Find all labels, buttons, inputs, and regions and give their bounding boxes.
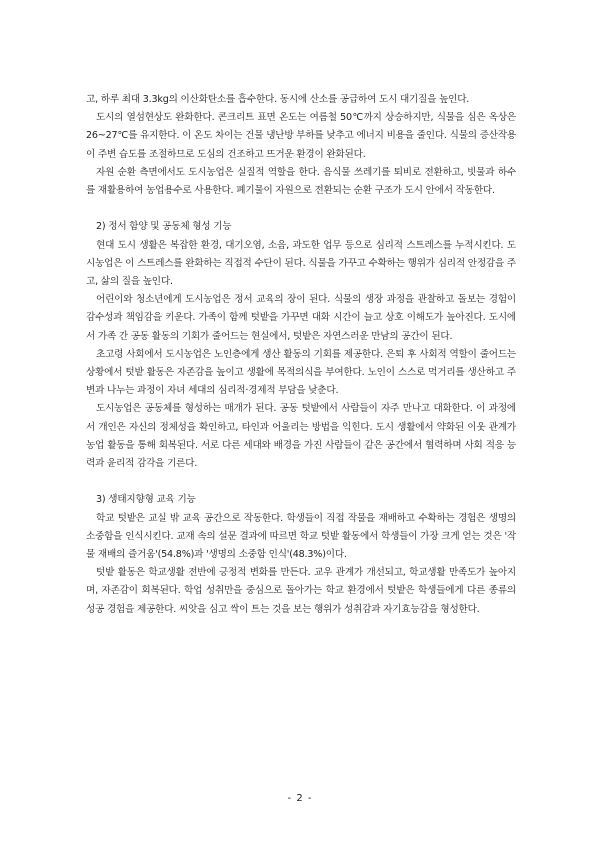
paragraph-heat-island: 도시의 열섬현상도 완화한다. 콘크리트 표면 온도는 여름철 50℃까지 상승하지만, 식물을 심은 옥상은 26~27℃를 유지한다. 이 온도 차이는 건물 냉난방 부하를 낮추고 에너지 비용을 줄인다. 식물의 증산작용이 주변 습도를 조절하므로 도심의 건조하고 뜨거운 환경이 완화된다. bbox=[86, 112, 516, 160]
paragraph-resource-cycle: 자원 순환 측면에서도 도시농업은 실질적 역할을 한다. 음식물 쓰레기를 퇴비로 전환하고, 빗물과 하수를 재활용하여 농업용수로 사용한다. 폐기물이 자원으로 전환되는 순환 구조가 도시 안에서 작동한다. bbox=[86, 166, 516, 197]
paragraph-continuation: 고, 하루 최대 3.3kg의 이산화탄소를 흡수한다. 동시에 산소를 공급하여 도시 대기질을 높인다. bbox=[86, 94, 470, 105]
paragraph-youth-education: 어린이와 청소년에게 도시농업은 정서 교육의 장이 된다. 식물의 생장 과정을 관찰하고 돌보는 경험이 감수성과 책임감을 키운다. 가족이 함께 텃밭을 가꾸면 대화 시간이 늘고 상호 이해도가 높아진다. 도시에서 가족 간 공동 활동의 기회가 줄어드는 현실에서, 텃밭은 자연스러운 만남의 공간이 된다. bbox=[86, 294, 516, 342]
paragraph-stress-relief: 현대 도시 생활은 복잡한 환경, 대기오염, 소음, 과도한 업무 등으로 심리적 스트레스를 누적시킨다. 도시농업은 이 스트레스를 완화하는 직접적 수단이 된다. 식물을 가꾸고 수확하는 행위가 심리적 안정감을 주고, 삶의 질을 높인다. bbox=[86, 239, 516, 288]
section-spacer bbox=[86, 473, 516, 491]
body-text bbox=[86, 91, 516, 619]
page-number: - 2 - bbox=[287, 793, 313, 804]
section-heading-eco-education: 3) 생태지향형 교육 기능 bbox=[96, 494, 196, 506]
section-heading-emotional: 2) 정서 함양 및 공동체 형성 기능 bbox=[96, 221, 232, 233]
paragraph-school-life: 텃밭 활동은 학교생활 전반에 긍정적 변화를 만든다. 교우 관계가 개선되고, 학교생활 만족도가 높아지며, 자존감이 회복된다. 학업 성취만을 중심으로 돌아가는 학교 환경에서 텃밭은 학생들에게 다른 종류의 성공 경험을 제공한다. 씨앗을 심고 싹이 트는 것을 보는 행위가 성취감과 자기효능감을 형성한다. bbox=[86, 567, 516, 615]
paragraph-elderly: 초고령 사회에서 도시농업은 노인층에게 생산 활동의 기회를 제공한다. 은퇴 후 사회적 역할이 줄어드는 상황에서 텃밭 활동은 자존감을 높이고 생활에 목적의식을 부여한다. 노인이 스스로 먹거리를 생산하고 주변과 나누는 과정이 자녀 세대의 심리적·경제적 부담을 낮춘다. bbox=[86, 348, 516, 397]
paragraph-community: 도시농업은 공동체를 형성하는 매개가 된다. 공동 텃밭에서 사람들이 자주 만나고 대화한다. 이 과정에서 개인은 자신의 정체성을 확인하고, 타인과 어울리는 방법을 익힌다. 도시 생활에서 약화된 이웃 관계가 농업 활동을 통해 회복된다. 서로 다른 세대와 배경을 가진 사람들이 같은 공간에서 협력하며 사회 적응 능력과 윤리적 감각을 기른다. bbox=[86, 403, 516, 470]
section-spacer bbox=[86, 200, 516, 218]
paragraph-school-garden: 학교 텃밭은 교실 밖 교육 공간으로 작동한다. 학생들이 직접 작물을 재배하고 수확하는 경험은 생명의 소중함을 인식시킨다. 교재 속의 설문 결과에 따르면 학교 텃밭 활동에서 학생들이 가장 크게 얻는 것은 '작물 재배의 즐거움'(54.8%)과 '생명의 소중함 인식'(48.3%)이다. bbox=[86, 512, 516, 561]
